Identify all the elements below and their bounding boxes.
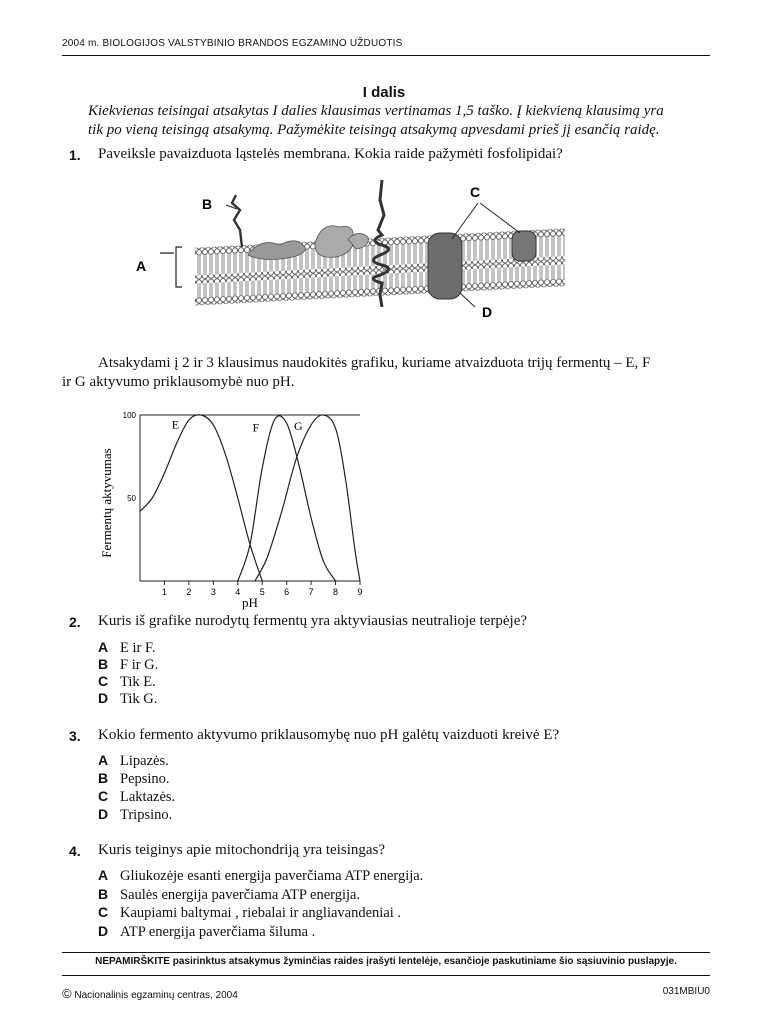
option-text: Tik G.: [120, 691, 158, 707]
graph-intro-line-2: ir G aktyvumo priklausomybė nuo pH.: [62, 374, 295, 390]
copyright: [62, 986, 238, 1001]
q4-option-b[interactable]: [98, 886, 360, 904]
series-line-f: [238, 416, 336, 581]
header-rule: [62, 55, 710, 56]
q4-option-d[interactable]: [98, 923, 315, 941]
pointer-c-2: [480, 203, 520, 233]
x-tick-label: 7: [308, 587, 314, 597]
q2-option-d[interactable]: [98, 690, 157, 708]
q3-option-b[interactable]: [98, 770, 170, 788]
series-line-g: [255, 415, 360, 581]
chart-lines: [140, 415, 360, 581]
question-3-text: Kokio fermento aktyvumo priklausomybę nuo pH galėtų vaizduoti kreivė E?: [98, 727, 560, 743]
x-tick-label: 8: [333, 587, 339, 597]
question-3-number: 3.: [69, 728, 81, 744]
q4-option-c[interactable]: [98, 904, 401, 922]
option-letter: B: [98, 885, 109, 902]
option-letter: C: [98, 904, 109, 920]
option-text: E ir F.: [120, 640, 156, 656]
series-label-g: G: [294, 418, 303, 433]
chart-labels: [99, 411, 363, 610]
y-axis-label: Fermentų aktyvumas: [99, 448, 114, 558]
label-b: B: [202, 196, 213, 212]
enzyme-activity-chart: [95, 405, 375, 615]
option-text: Lipazės.: [120, 753, 169, 769]
y-tick-label: 50: [127, 494, 136, 503]
intro-line-2: tik po vieną teisingą atsakymą. Pažymėkite teisingą atsakymą apvesdami prieš jį esančią raidę.: [88, 122, 660, 138]
copyright-text: Nacionalinis egzaminų centras, 2004: [74, 990, 238, 1001]
option-text: Saulės energija paverčiama ATP energija.: [120, 886, 361, 903]
option-letter: A: [98, 867, 109, 883]
q3-option-c[interactable]: [98, 788, 175, 806]
x-tick-label: 3: [210, 587, 216, 597]
option-letter: C: [98, 673, 109, 689]
question-1: [69, 147, 81, 165]
bracket-a: [160, 247, 182, 287]
x-tick-label: 2: [186, 587, 192, 597]
series-label-f: F: [252, 420, 260, 435]
small-protein: [512, 231, 536, 261]
option-letter: C: [98, 788, 109, 804]
option-letter: B: [98, 656, 109, 672]
option-letter: D: [98, 806, 109, 822]
series-line-e: [140, 415, 262, 581]
q3-option-a[interactable]: [98, 752, 169, 770]
footer-note: NEPAMIRŠKITE pasirinktus atsakymus žyminčias raides įrašyti lentelėje, esančioje paskutiniame šio sąsiuvinio puslapyje.: [95, 956, 677, 967]
option-text: Laktazės.: [120, 789, 176, 805]
x-tick-label: 6: [284, 587, 290, 597]
label-c: C: [470, 184, 481, 200]
option-text: F ir G.: [120, 657, 159, 673]
question-4-text: Kuris teiginys apie mitochondriją yra teisingas?: [98, 842, 386, 858]
intro-line-1: Kiekvienas teisingai atsakytas I dalies klausimas vertinamas 1,5 taško. Į kiekvieną klausimą yra: [88, 103, 664, 119]
graph-intro-line-1: Atsakydami į 2 ir 3 klausimus naudokitės grafiku, kuriame atvaizduota trijų fermentų – E, F: [98, 355, 651, 371]
glycolipid-chain: [232, 195, 242, 247]
q2-option-c[interactable]: [98, 673, 156, 691]
option-text: Tripsino.: [120, 807, 173, 823]
question-1-text: Paveiksle pavaizduota ląstelės membrana. Kokia raide pažymėti fosfolipidai?: [98, 146, 563, 162]
option-letter: D: [98, 922, 109, 939]
copyright-symbol: ©: [62, 986, 72, 1001]
option-text: ATP energija paverčiama šiluma .: [120, 923, 316, 940]
option-text: Pepsino.: [120, 771, 170, 787]
q4-option-a[interactable]: [98, 867, 423, 885]
option-letter: A: [98, 752, 109, 768]
chart-axes: [140, 415, 360, 585]
option-text: Gliukozėje esanti energija paverčiama ATP energija.: [120, 868, 424, 884]
q2-option-b[interactable]: [98, 656, 158, 674]
question-2-number: 2.: [69, 614, 81, 630]
cell-membrane-figure: [130, 175, 580, 325]
x-tick-label: 1: [161, 587, 167, 597]
option-text: Kaupiami baltymai , riebalai ir angliavandeniai .: [120, 905, 402, 921]
option-letter: D: [98, 690, 109, 706]
label-d: D: [482, 304, 493, 320]
question-2-text: Kuris iš grafike nurodytų fermentų yra aktyviausias neutralioje terpėje?: [98, 613, 528, 629]
option-letter: B: [98, 770, 109, 786]
y-tick-label: 100: [122, 411, 136, 420]
section-title: I dalis: [362, 84, 406, 101]
series-label-e: E: [171, 417, 180, 432]
option-text: Tik E.: [120, 674, 156, 690]
question-4-number: 4.: [69, 843, 81, 859]
x-tick-label: 4: [235, 587, 241, 597]
integral-protein: [428, 233, 462, 299]
page-header: 2004 m. BIOLOGIJOS VALSTYBINIO BRANDOS EGZAMINO UŽDUOTIS: [62, 38, 403, 49]
document-code: 031MBIU0: [662, 986, 710, 997]
q3-option-d[interactable]: [98, 806, 172, 824]
x-tick-label: 5: [259, 587, 265, 597]
question-1-number: 1.: [69, 147, 81, 163]
pointer-d: [460, 293, 475, 307]
label-a: A: [136, 258, 147, 274]
x-tick-label: 9: [357, 587, 363, 597]
x-axis-label: pH: [242, 595, 258, 610]
q2-option-a[interactable]: [98, 639, 156, 657]
option-letter: A: [98, 639, 109, 655]
